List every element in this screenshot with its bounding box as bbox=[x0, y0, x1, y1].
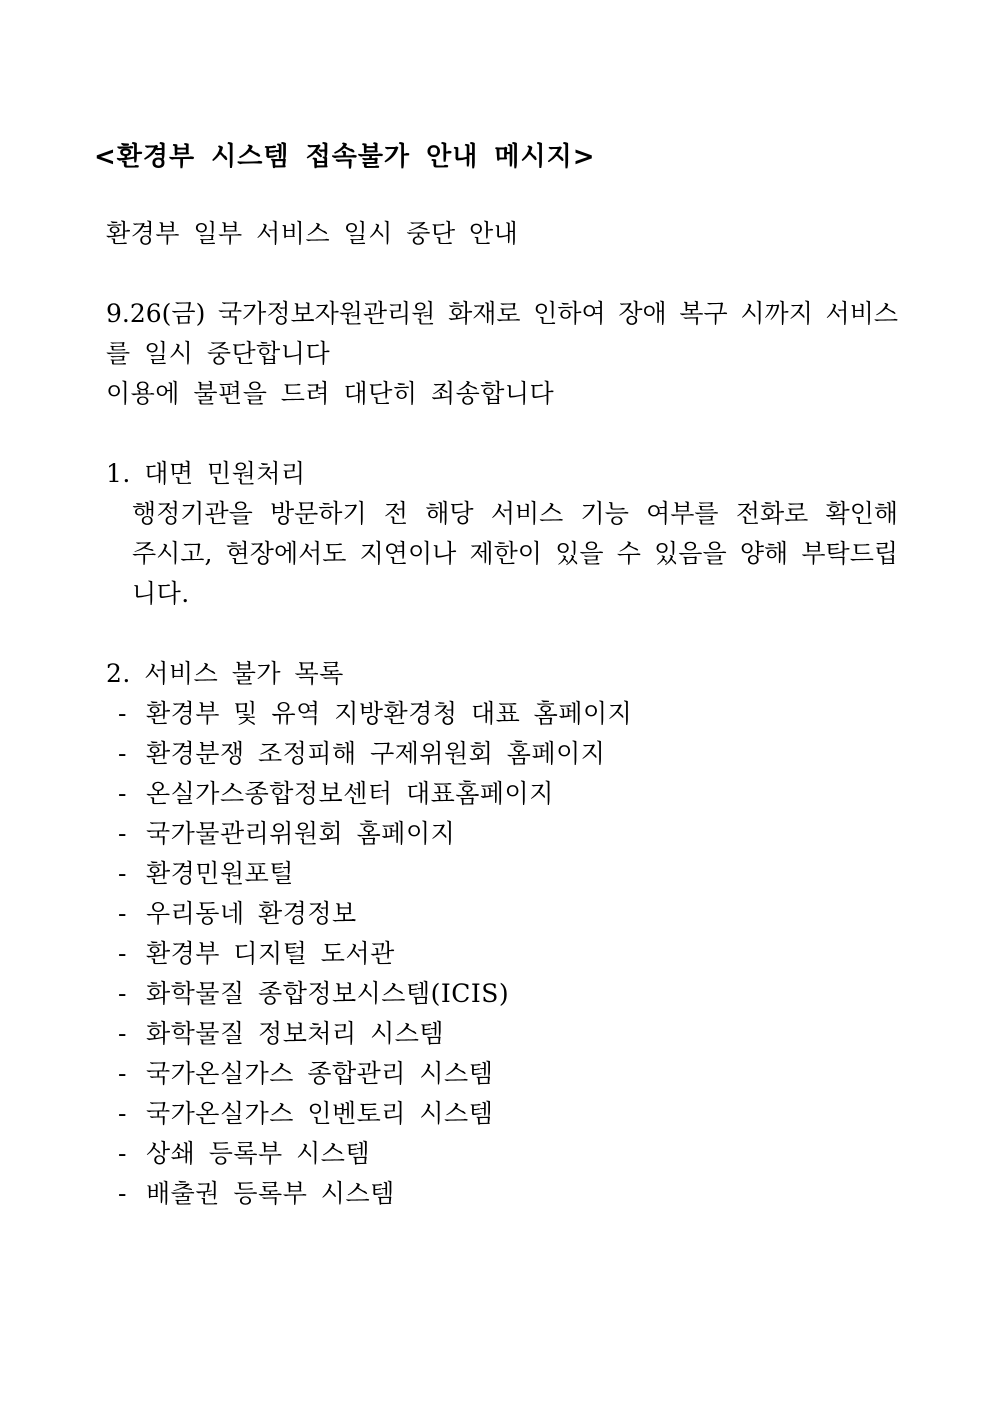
list-item bbox=[118, 894, 632, 934]
notice-line-3: 이용에 불편을 드려 대단히 죄송합니다 bbox=[106, 379, 555, 408]
list-item bbox=[118, 854, 632, 894]
section-1-line-2: 주시고, 현장에서도 지연이나 제한이 있을 수 있음을 양해 부탁드립 bbox=[132, 539, 898, 568]
notice-subtitle: 환경부 일부 서비스 일시 중단 안내 bbox=[106, 219, 519, 248]
list-bullet: - bbox=[118, 699, 127, 728]
list-item-text: 국가온실가스 인벤토리 시스템 bbox=[146, 1099, 494, 1128]
notice-line-2: 를 일시 중단합니다 bbox=[106, 339, 331, 368]
list-item bbox=[118, 774, 632, 814]
list-bullet: - bbox=[118, 1059, 127, 1088]
section-2-heading: 2. 서비스 불가 목록 bbox=[106, 659, 344, 688]
notice-line-1: 9.26(금) 국가정보자원관리원 화재로 인하여 장애 복구 시까지 서비스 bbox=[106, 299, 898, 328]
list-item-text: 화학물질 종합정보시스템(ICIS) bbox=[146, 979, 510, 1008]
list-bullet: - bbox=[118, 939, 127, 968]
list-item bbox=[118, 1014, 632, 1054]
list-item-text: 배출권 등록부 시스템 bbox=[146, 1179, 395, 1208]
list-item-text: 환경민원포털 bbox=[146, 859, 294, 888]
list-item-text: 국가온실가스 종합관리 시스템 bbox=[146, 1059, 494, 1088]
list-item bbox=[118, 934, 632, 974]
list-item-text: 온실가스종합정보센터 대표홈페이지 bbox=[146, 779, 554, 808]
list-item bbox=[118, 1134, 632, 1174]
list-bullet: - bbox=[118, 739, 127, 768]
document-title: <환경부 시스템 접속불가 안내 메시지> bbox=[94, 142, 596, 172]
list-bullet: - bbox=[118, 779, 127, 808]
list-item-text: 환경부 디지털 도서관 bbox=[146, 939, 395, 968]
list-bullet: - bbox=[118, 899, 127, 928]
list-item bbox=[118, 1054, 632, 1094]
list-item-text: 우리동네 환경정보 bbox=[146, 899, 357, 928]
section-1-heading: 1. 대면 민원처리 bbox=[106, 459, 306, 488]
list-item-text: 환경분쟁 조정피해 구제위원회 홈페이지 bbox=[146, 739, 606, 768]
list-item bbox=[118, 814, 632, 854]
list-bullet: - bbox=[118, 819, 127, 848]
section-1-line-3: 니다. bbox=[132, 579, 190, 608]
list-item bbox=[118, 1094, 632, 1134]
list-bullet: - bbox=[118, 1099, 127, 1128]
list-item bbox=[118, 974, 632, 1014]
list-bullet: - bbox=[118, 1179, 127, 1208]
list-bullet: - bbox=[118, 979, 127, 1008]
unavailable-services-list bbox=[118, 694, 632, 1214]
list-item bbox=[118, 734, 632, 774]
list-bullet: - bbox=[118, 1139, 127, 1168]
list-item bbox=[118, 694, 632, 734]
list-item-text: 화학물질 정보처리 시스템 bbox=[146, 1019, 445, 1048]
list-item-text: 환경부 및 유역 지방환경청 대표 홈페이지 bbox=[146, 699, 633, 728]
list-item-text: 상쇄 등록부 시스템 bbox=[146, 1139, 371, 1168]
list-item bbox=[118, 1174, 632, 1214]
section-1-line-1: 행정기관을 방문하기 전 해당 서비스 기능 여부를 전화로 확인해 bbox=[132, 499, 898, 528]
list-bullet: - bbox=[118, 1019, 127, 1048]
list-bullet: - bbox=[118, 859, 127, 888]
list-item-text: 국가물관리위원회 홈페이지 bbox=[146, 819, 456, 848]
